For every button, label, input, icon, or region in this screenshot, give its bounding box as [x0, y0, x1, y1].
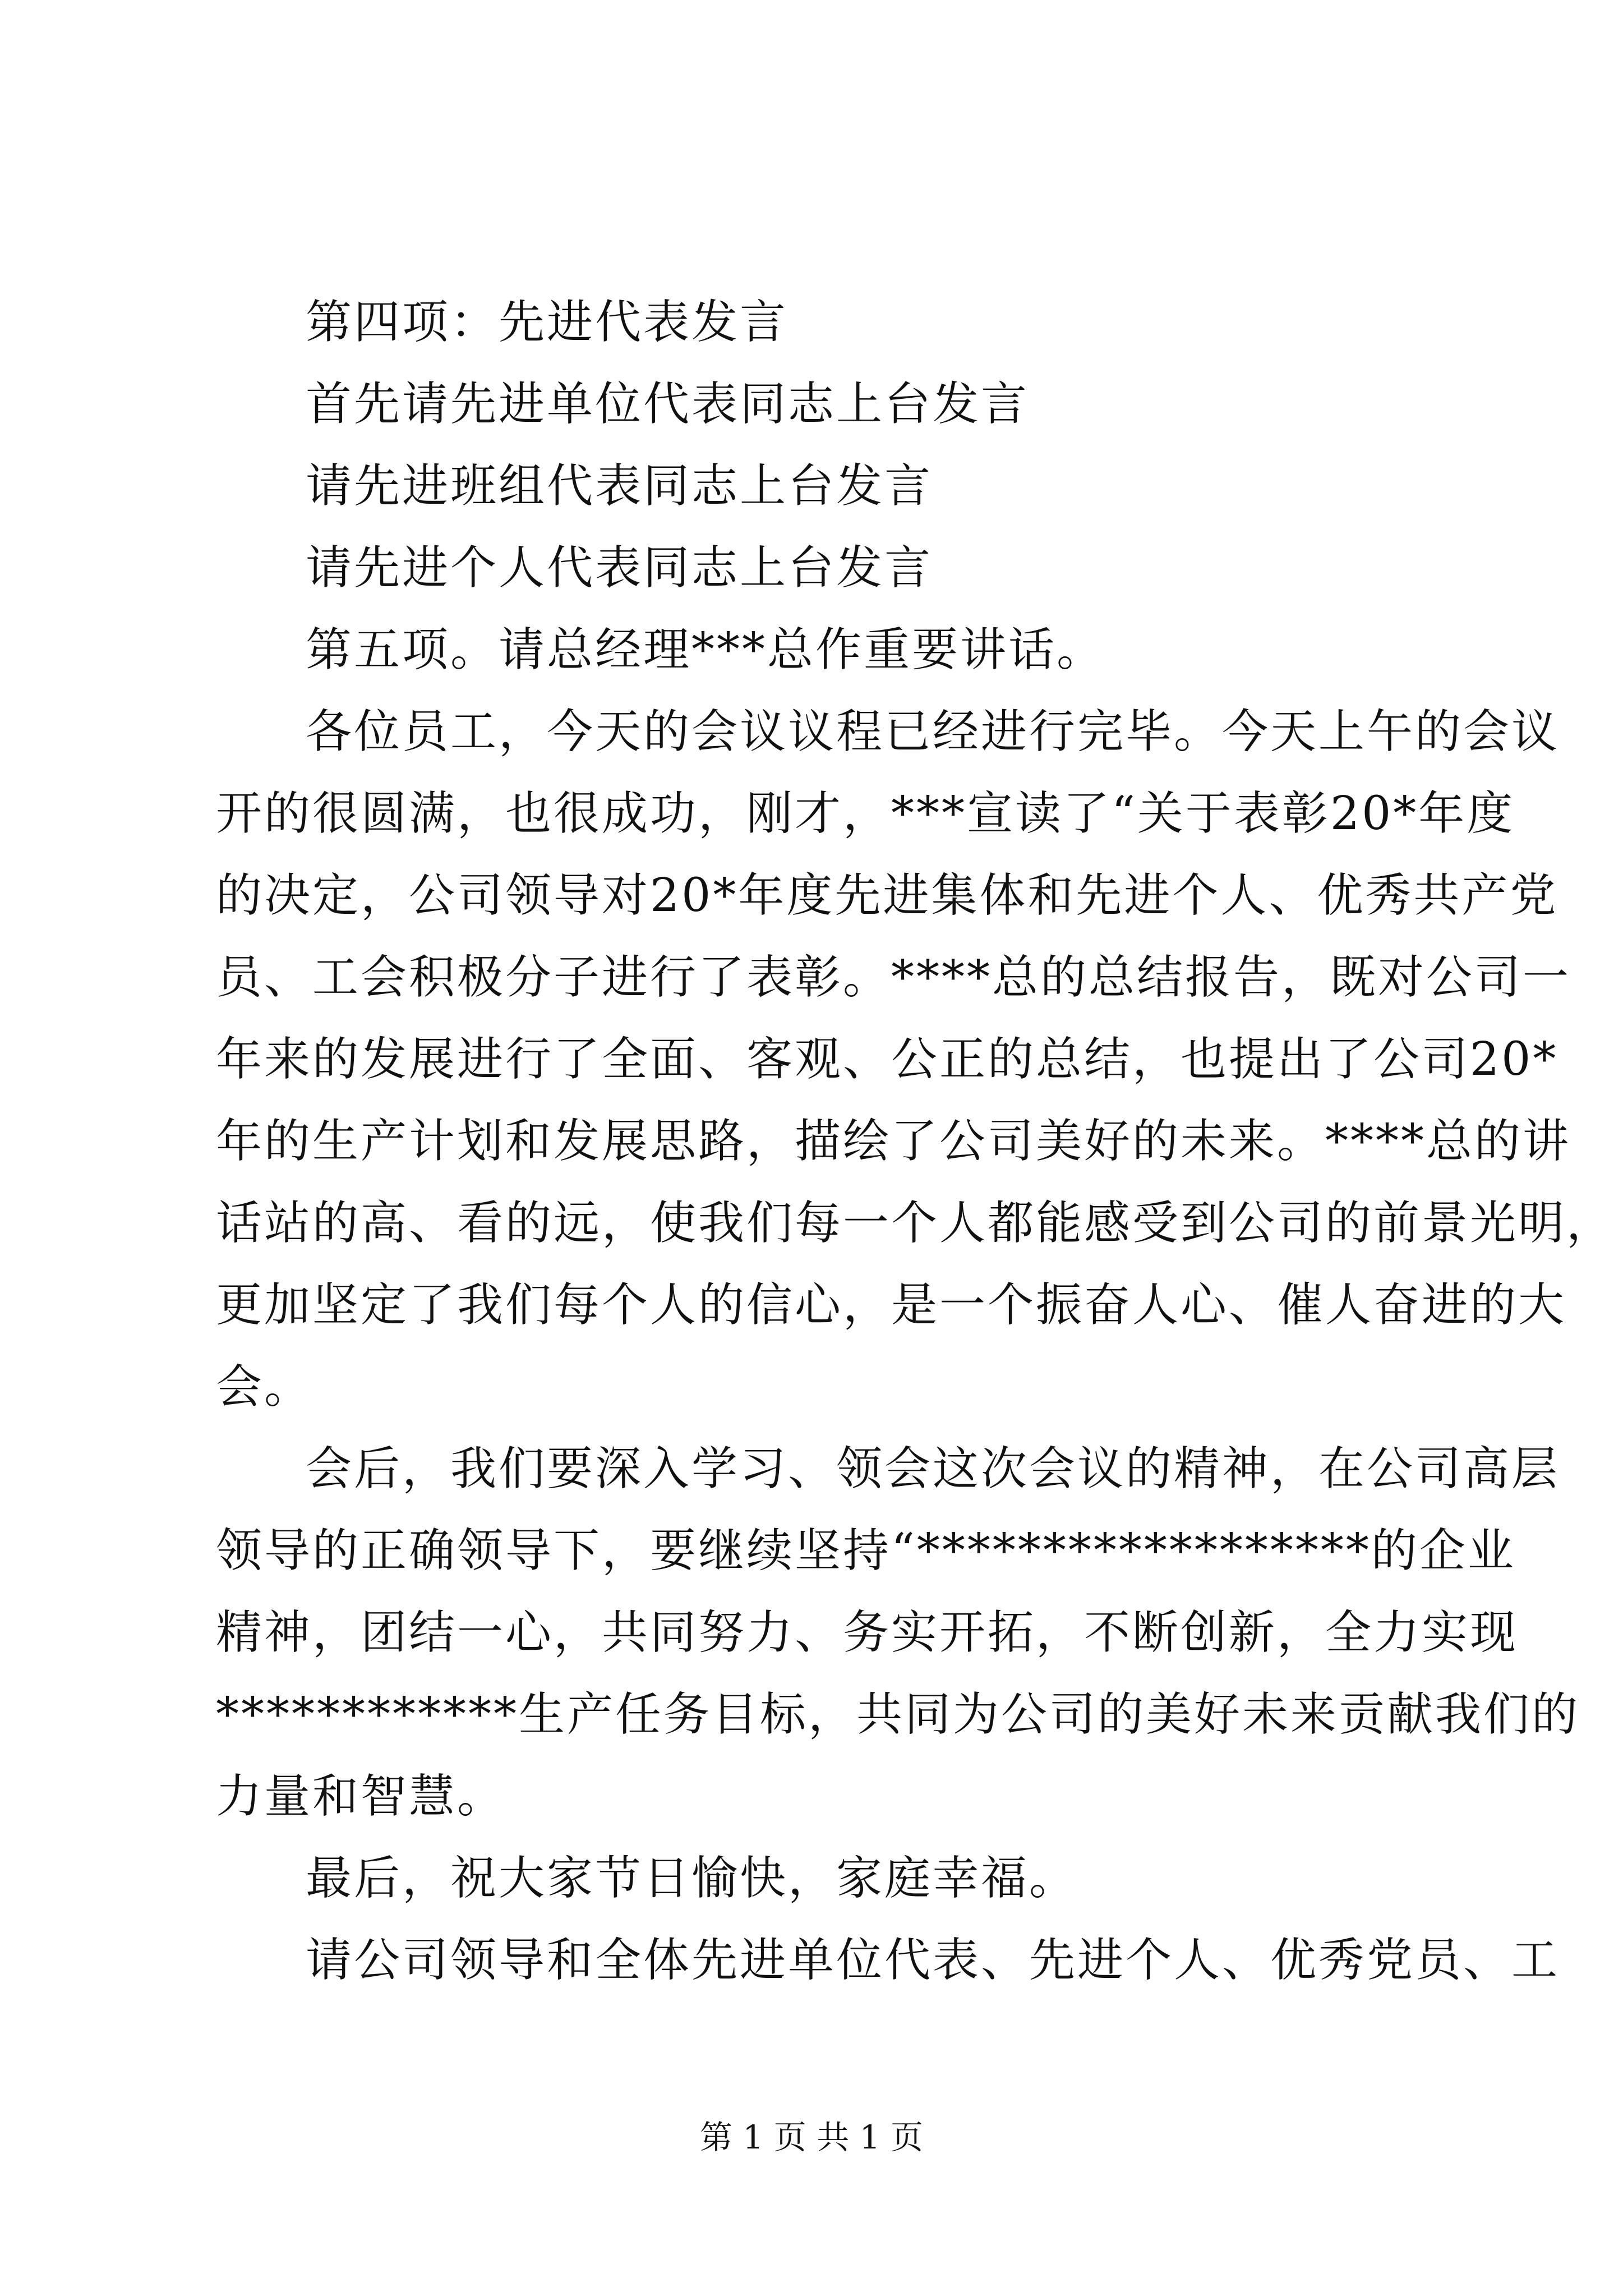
page-footer: 第 1 页 共 1 页	[700, 2118, 923, 2156]
paragraph-line: 最后，祝大家节日愉快，家庭幸福。	[306, 1852, 1078, 1905]
paragraph-line: 开的很圆满，也很成功，刚才，***宣读了“关于表彰20*年度	[216, 787, 1515, 840]
text-line: 请先进个人代表同志上台发言	[306, 541, 933, 595]
paragraph-line: 话站的高、看的远，使我们每一个人都能感受到公司的前景光明，	[216, 1197, 1615, 1250]
text-line: 首先请先进单位代表同志上台发言	[306, 378, 1030, 431]
paragraph-line: 会后，我们要深入学习、领会这次会议的精神，在公司高层	[306, 1442, 1560, 1496]
paragraph-line: 年来的发展进行了全面、客观、公正的总结，也提出了公司20*	[216, 1033, 1559, 1086]
paragraph-line: ************生产任务目标，共同为公司的美好未来贡献我们的	[216, 1688, 1580, 1741]
paragraph-line: 会。	[216, 1360, 313, 1414]
text-line: 请先进班组代表同志上台发言	[306, 459, 933, 513]
paragraph-line: 员、工会积极分子进行了表彰。****总的总结报告，既对公司一	[216, 951, 1571, 1004]
text-line-agenda-item-5: 第五项。请总经理***总作重要讲话。	[306, 623, 1105, 677]
paragraph-line: 请公司领导和全体先进单位代表、先进个人、优秀党员、工	[306, 1934, 1560, 1987]
paragraph-line: 更加坚定了我们每个人的信心，是一个振奋人心、催人奋进的大	[216, 1278, 1567, 1332]
paragraph-line: 精神，团结一心，共同努力、务实开拓，不断创新，全力实现	[216, 1606, 1519, 1659]
paragraph-line: 年的生产计划和发展思路，描绘了公司美好的未来。****总的讲	[216, 1115, 1571, 1168]
paragraph-line: 的决定，公司领导对20*年度先进集体和先进个人、优秀共产党	[216, 869, 1559, 922]
paragraph-line: 各位员工，今天的会议议程已经进行完毕。今天上午的会议	[306, 705, 1560, 758]
paragraph-line: 领导的正确领导下，要继续坚持“******************的企业	[216, 1524, 1516, 1577]
text-line-agenda-item-4: 第四项：先进代表发言	[306, 296, 789, 349]
paragraph-line: 力量和智慧。	[216, 1770, 506, 1823]
